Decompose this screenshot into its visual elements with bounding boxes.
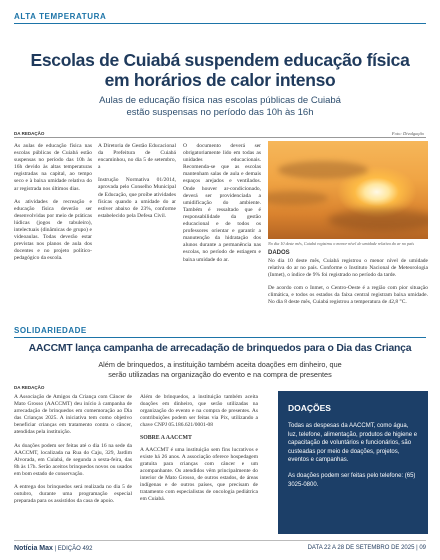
paragraph: As atividades de recreação e educação física deverão ser desenvolvidas por meio de práticas lúdicas (jogos de tabuleiro), intelectuais (dinâmicas de grupo) e videoaulas. Todas deverão estar previstas nos planos de aula dos docentes e no projeto político-pedagógico da escola. xyxy=(14,198,92,262)
paragraph: As doações podem ser feitas até o dia 16 na sede da AACCMT, localizada na Rua do Caju, 329, Jardim Alvorada, em Cuiabá, de segunda a sexta-feira, das 8h às 17h. Serão aceitos brinquedos novos ou usados em bom estado de conservação. xyxy=(14,442,132,477)
section-divider xyxy=(14,23,426,24)
edition-number: | EDIÇÃO 492 xyxy=(54,546,93,552)
paragraph: A Diretoria de Gestão Educacional da Prefeitura de Cuiabá encaminhou, no dia 5 de setembro, a xyxy=(98,143,176,171)
photo-credit: Foto: Divulgação xyxy=(391,131,424,136)
paragraph: No dia 10 deste mês, Cuiabá registrou o menor nível de umidade relativa do ar no país. Conforme o Instituto Nacional de Meteorologia (Inmet), o índice de 9% foi registrado no período da tarde. xyxy=(268,258,428,279)
headline-line-2: em horários de calor intenso xyxy=(104,70,336,90)
dados-subtitle: DADOS xyxy=(268,250,290,256)
photo-caption: No dia 10 deste mês, Cuiabá registrou o menor nível de umidade relativa do ar no país xyxy=(268,241,414,246)
footer-left xyxy=(14,545,93,552)
article-2-column-2 xyxy=(140,394,258,509)
paragraph: A entrega dos brinquedos será realizada no dia 5 de outubro, durante uma programação especial preparada para os assistidos da casa de apoio. xyxy=(14,484,132,505)
paragraph: Além de brinquedos, a instituição também aceita doações em dinheiro, que serão utilizadas na organização do evento e na compra de presentes. As contribuições podem ser feitas via Pix, utilizando a chave CNPJ 05.186.621/0001-08 xyxy=(140,394,258,429)
footer-divider xyxy=(14,540,426,541)
donations-box-text: Todas as despesas da AACCMT, como água, luz, telefone, alimentação, produtos de higiene e capacitação de voluntários e funcionários, são custeadas por meio de doações, projetos, eventos e campanhas. xyxy=(288,423,418,464)
paragraph: O documento deverá ser obrigatoriamente lido em todas as unidades educacionais. Recomenda-se que as escolas mantenham salas de aula e demais espaços arejados e ventilados. Onde houver ar-condicionado, deverá ser providenciada a umidificação do ambiente. Também é ressaltado que é responsabilidade da gestão educacional e de todos os professores orientar e garantir a manutenção da hidratação dos alunos durante a permanência nas escolas, no período de estiagem e baixa umidade do ar. xyxy=(183,143,261,263)
paragraph: A AACCMT é uma instituição sem fins lucrativos e existe há 26 anos. A associação oferece hospedagem gratuita para crianças com câncer e um acompanhante. Os atendidos vêm principalmente do interior de Mato Grosso, de outros estados, de áreas indígenas e de outros países, que precisam de tratamento com especialistas de oncologia pediátrica em Cuiabá. xyxy=(140,446,258,503)
sunset-photo xyxy=(268,141,428,239)
page-number: | 09 xyxy=(416,545,426,551)
paragraph: Instrução Normativa 01/2014, aprovada pelo Conselho Municipal de Educação, que proíbe atividades físicas quando a umidade do ar estiver abaixo de 23%, conforme estabelecido pela Defesa Civil. xyxy=(98,177,176,219)
sobre-subtitle: SOBRE A AACCMT xyxy=(140,435,192,442)
publication-name: Notícia Max xyxy=(14,545,53,552)
issue-date: DATA 22 A 28 DE SETEMBRO DE 2025 xyxy=(307,545,415,551)
byline-divider xyxy=(14,137,426,138)
byline: DA REDAÇÃO xyxy=(14,385,45,390)
photo-cloud xyxy=(268,191,328,205)
headline-line-1: Escolas de Cuiabá suspendem educação física xyxy=(30,50,410,70)
paragraph: De acordo com o Inmet, o Centro-Oeste é a região com pior situação climática, e todos os estados da faixa central registram baixa umidade. No dia 8 deste mês, Cuiabá registrou a temperatura de 42,8 °C. xyxy=(268,285,428,306)
subhead-line-1: Além de brinquedos, a instituição também aceita doações em dinheiro, que xyxy=(98,360,342,369)
donations-box-phone: As doações podem ser feitas pelo telefone: (65) 3025-0800. xyxy=(288,472,416,488)
section-divider xyxy=(14,337,426,338)
paragraph: A Associação de Amigos da Criança com Câncer de Mato Grosso (AACCMT) deu início à campanha de arrecadação de brinquedos em comemoração ao Dia das Crianças 2025. A iniciativa tem como objetivo beneficiar crianças em tratamento contra o câncer, atendidas pela instituição. xyxy=(14,394,132,436)
section-label-alta-temperatura: ALTA TEMPERATURA xyxy=(14,12,107,21)
section-label-solidariedade: SOLIDARIEDADE xyxy=(14,326,87,335)
paragraph: As aulas de educação física nas escolas públicas de Cuiabá estão suspensas no período das 10h às 16h devido às altas temperaturas registradas na capital, ao tempo seco e à baixa umidade relativa do ar registrada nos últimos dias. xyxy=(14,143,92,192)
headline-article-1 xyxy=(14,50,426,90)
article-1-column-2 xyxy=(98,143,176,226)
page-footer xyxy=(14,545,426,555)
donations-box-title: DOAÇÕES xyxy=(288,403,331,413)
headline-article-2: AACCMT lança campanha de arrecadação de brinquedos para o Dia das Criança xyxy=(28,343,412,354)
dados-column xyxy=(268,258,428,313)
subhead-line-1: Aulas de educação física nas escolas públicas de Cuiabá xyxy=(99,95,341,106)
footer-right xyxy=(308,545,426,551)
photo-cloud xyxy=(328,209,428,231)
article-1-column-3 xyxy=(183,143,261,270)
photo-cloud xyxy=(278,161,368,179)
subheadline-article-1 xyxy=(30,95,410,119)
subhead-line-2: estão suspensas no período das 10h às 16h xyxy=(126,107,314,118)
subheadline-article-2 xyxy=(40,360,400,379)
article-2-column-1 xyxy=(14,394,132,511)
article-1-column-1 xyxy=(14,143,92,269)
subhead-line-2: serão utilizadas na organização do evento e na compra de presentes xyxy=(108,369,332,379)
byline: DA REDAÇÃO xyxy=(14,131,45,136)
donations-box xyxy=(278,391,428,534)
